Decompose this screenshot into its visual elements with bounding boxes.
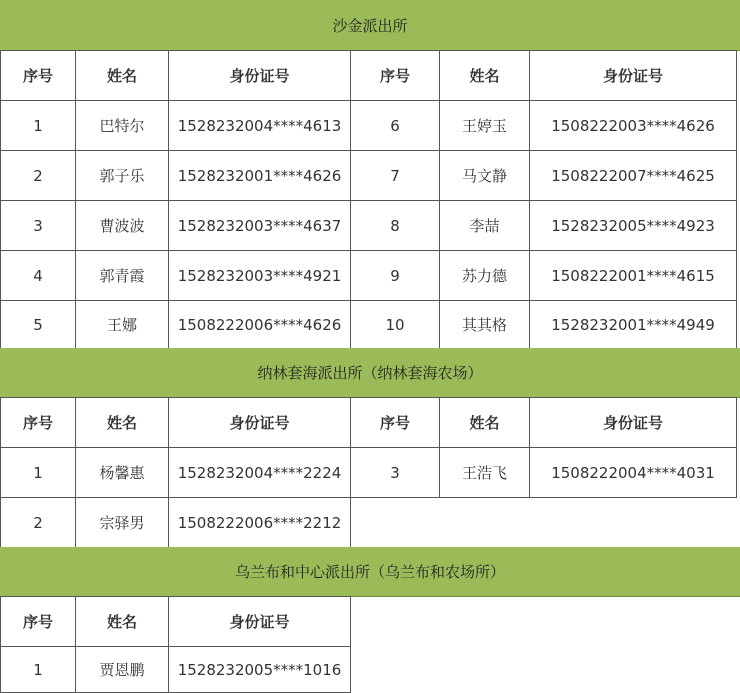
col-header-name: 姓名 <box>440 398 530 448</box>
cell-index: 2 <box>1 498 76 548</box>
table-row <box>1 251 737 301</box>
cell-index: 5 <box>1 301 76 349</box>
cell-index: 1 <box>1 647 76 693</box>
empty-cell <box>440 498 530 548</box>
section-title-text: 沙金派出所 <box>332 16 408 35</box>
cell-index: 4 <box>1 251 76 301</box>
cell-name: 郭子乐 <box>76 151 169 201</box>
cell-name: 曹波波 <box>76 201 169 251</box>
cell-index: 7 <box>351 151 440 201</box>
section-title-text: 乌兰布和中心派出所（乌兰布和农场所） <box>234 563 505 581</box>
cell-name: 其其格 <box>440 301 530 349</box>
cell-id: 1528232005****4923 <box>530 201 737 251</box>
cell-id: 1528232003****4921 <box>169 251 351 301</box>
cell-index: 6 <box>351 101 440 151</box>
table-header-row <box>1 398 737 448</box>
cell-name: 贾恩鹏 <box>76 647 169 693</box>
personnel-table-3 <box>0 596 351 693</box>
cell-id: 1528232003****4637 <box>169 201 351 251</box>
col-header-name: 姓名 <box>440 51 530 101</box>
col-header-index: 序号 <box>1 51 76 101</box>
cell-id: 1528232001****4626 <box>169 151 351 201</box>
cell-id: 1528232001****4949 <box>530 301 737 349</box>
cell-id: 1528232004****2224 <box>169 448 351 498</box>
col-header-id: 身份证号 <box>530 51 737 101</box>
cell-name: 苏力德 <box>440 251 530 301</box>
table-header-row <box>1 51 737 101</box>
cell-id: 1508222007****4625 <box>530 151 737 201</box>
table-header-row <box>1 597 351 647</box>
cell-id: 1508222004****4031 <box>530 448 737 498</box>
table-row <box>1 647 351 693</box>
col-header-index: 序号 <box>1 597 76 647</box>
section-title-3 <box>0 547 740 597</box>
cell-name: 巴特尔 <box>76 101 169 151</box>
section-title-text: 纳林套海派出所（纳林套海农场） <box>257 364 483 382</box>
cell-index: 1 <box>1 448 76 498</box>
cell-id: 1508222006****4626 <box>169 301 351 349</box>
cell-name: 杨馨惠 <box>76 448 169 498</box>
table-row <box>1 498 737 548</box>
personnel-table-2 <box>0 397 737 548</box>
personnel-table-1 <box>0 50 737 349</box>
table-row <box>1 101 737 151</box>
col-header-name: 姓名 <box>76 597 169 647</box>
col-header-index: 序号 <box>1 398 76 448</box>
table-row <box>1 151 737 201</box>
col-header-id: 身份证号 <box>169 398 351 448</box>
cell-id: 1508222001****4615 <box>530 251 737 301</box>
section-title-2 <box>0 348 740 398</box>
cell-name: 王浩飞 <box>440 448 530 498</box>
cell-name: 宗驿男 <box>76 498 169 548</box>
col-header-index: 序号 <box>351 51 440 101</box>
cell-index: 8 <box>351 201 440 251</box>
cell-id: 1508222006****2212 <box>169 498 351 548</box>
cell-index: 10 <box>351 301 440 349</box>
col-header-id: 身份证号 <box>169 51 351 101</box>
col-header-name: 姓名 <box>76 51 169 101</box>
cell-index: 1 <box>1 101 76 151</box>
cell-index: 9 <box>351 251 440 301</box>
cell-name: 郭青霞 <box>76 251 169 301</box>
cell-id: 1508222003****4626 <box>530 101 737 151</box>
cell-name: 李喆 <box>440 201 530 251</box>
cell-index: 3 <box>351 448 440 498</box>
cell-name: 马文静 <box>440 151 530 201</box>
col-header-id: 身份证号 <box>169 597 351 647</box>
cell-name: 王婷玉 <box>440 101 530 151</box>
table-row <box>1 448 737 498</box>
cell-name: 王娜 <box>76 301 169 349</box>
col-header-index: 序号 <box>351 398 440 448</box>
cell-index: 3 <box>1 201 76 251</box>
cell-id: 1528232004****4613 <box>169 101 351 151</box>
cell-index: 2 <box>1 151 76 201</box>
table-row <box>1 301 737 349</box>
cell-id: 1528232005****1016 <box>169 647 351 693</box>
empty-cell <box>530 498 737 548</box>
table-row <box>1 201 737 251</box>
col-header-id: 身份证号 <box>530 398 737 448</box>
col-header-name: 姓名 <box>76 398 169 448</box>
empty-cell <box>351 498 440 548</box>
section-title-1 <box>0 0 740 51</box>
